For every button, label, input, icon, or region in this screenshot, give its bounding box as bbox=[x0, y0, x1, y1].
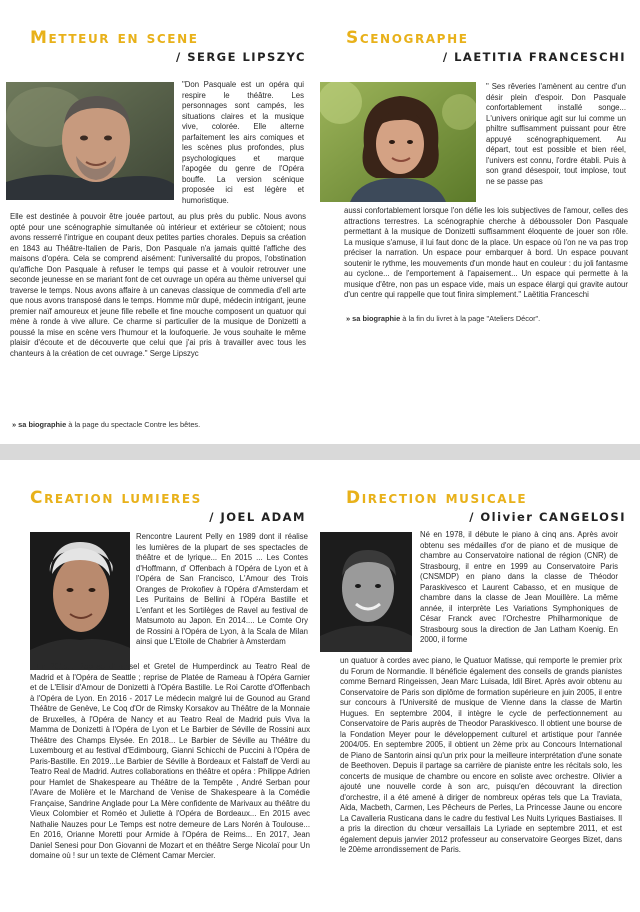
bio-note-text: à la fin du livret à la page "Ateliers Décor". bbox=[400, 314, 541, 323]
scenographe-bio-note: » sa biographie à la fin du livret à la page "Ateliers Décor". bbox=[346, 314, 541, 323]
lumieres-text-body: . En 2015... Reprise d'Hansel et Gretel de Humperdinck au Teatro Real de Madrid et à l'Opéra de Seattle ; reprise de Platée de Rameau à l'Opéra Garnier et de L'Elisir d'Amour de Donizetti à l'Opéra Bastille. Le Roi Carotte d'Offenbach à l'Opéra de Lyon. En 2016 - 2017 Le médecin malgré lui de Gounod au Grand Théâtre de Genève, Le Coq d'Or de Rimsky Korsakov au Théâtre de la Monnaie de Bruxelles, à l'Opéra de Nancy et au Teatro Real de Madrid puis Viva la Mamma de Donizetti à l'Opéra de Lyon et Le Barbier de Séville de Rossini aux Théâtre des Champs Elysée. En 2018... Le Barbier de Séville au Théâtre du Luxembourg et au festival d'Edimbourg, Gianni Schicchi de Puccini à l'Opéra de Paris-Bastille. En 2019...Le Barbier de Séville à Bordeaux et Falstaff de Verdi au Teatro Real de Madrid. Autres collaborations en théâtre et opéra : Philippe Adrien pour Hamlet de Shakespeare au Théâtre de la Tempête , André Serban pour l'Avare de Molière et le Marchand de Venise de Shakespeare à la Comédie Française, Sandrine Anglade pour La Mère confidente de Marivaux au théâtre du Vieux Colombier et Roméo et Juliette à l'Opéra de Bordeaux... En 2015 avec Nathalie Nauzes pour Le Temps est notre demeure de Lars Norén à Toulouse... En 2016, Orianne Moretti pour Armide à l'Opéra de Reims... En 2017, Jean Daniel Senesi pour Don Giovanni de Mozart et en théâtre Serge Nicolaï pour Un domaine où ! sur un texte de Clément Camar Mercier. bbox=[30, 662, 310, 860]
metteur-text-lead: "Don Pasquale est un opéra qui respire le théâtre. Les personnages sont campés, les situations claires et la musique vive, colorée. Elle alterne parfaitement les airs comiques et les scènes plus profondes, plus psychologiques et marque l'apogée du genre de l'Opéra bouffe. La version scénique proposée ici est légère et humoristique. bbox=[182, 80, 304, 205]
bio-note-text: à la page du spectacle Contre les bêtes. bbox=[66, 420, 201, 429]
portrait-photo-olivier-cangelosi bbox=[320, 532, 412, 652]
byline-joel-adam: / JOEL ADAM bbox=[209, 510, 306, 524]
musicale-text-body: un quatuor à cordes avec piano, le Quatuor Matisse, qui remporte le premier prix du Forum de Normandie. Il bénéficie également des conseils de grands pianistes comme Bernard Ringeissen, Jean Marc Luisada, Idil Biret. Après avoir obtenu au Conservatoire de Paris son diplôme de formation supérieure en juin 2005, il entre sur concours à l'Université de musique de Vienne dans la classe de Martin Hugues. En septembre 2004, il intègre le cycle de perfectionnement au Conservatoire de Paris auprès de Theodor Paraskivesco. Il obtient une bourse de la Fondation Meyer pour le développement culturel et artistique pour l'année 2004/05. En septembre 2005, il obtient un 2ème prix au Concours International de Piano de Santorin ainsi qu'un prix pour la meilleure interprétation d'une sonate de Beethoven. Depuis il partage sa carrière de pianiste entre les récitals solo, les concerts de musique de chambre ou encore en soliste avec orchestre. Olivier a ajouté une nouvelle corde à son arc, puisqu'en découvrant la direction d'orchestre, il a été amené à diriger de nombreux opéras tels que La Traviata, Aida, Macbeth, Carmen, Les Pêcheurs de Perles, La Princesse Jaune ou encore La Cavalleria Rusticana dans le cadre du festival Les Nuits Lyriques Bastiaises. Il a pris la direction du chœur versaillais La Lyriade en septembre 2011, et est également depuis janvier 2012 professeur au conservatoire Georges Bizet, dans le 20ème arrondissement de Paris. bbox=[340, 656, 622, 854]
scenographe-text-body: aussi confortablement lorsque l'on défie les lois subjectives de l'amour, celles des attractions terrestres. La scénographie cherche à déboussoler Don Pasquale permettant à la musique de Donizetti suffisamment éloquente de jouer son rôle. La musique s'amuse, il lui faut donc de la place. Un espace où l'on ne va pas trop préciser la narration. Un espace pour embarquer à bord. Un espace pouvant soutenir le rythme, les mouvements d'un monde haut en couleur : du joli fantasme au cyclone... de l'emportement à l'apaisement... Un espace qui permette à la musique d'être, non pas un espace vide, mais un espace élargi qui gravite autour d'un centre qui rappelle que tout finira simplement." Laëtitia Franceschi bbox=[344, 206, 628, 299]
lumieres-text-lead: Rencontre Laurent Pelly en 1989 dont il réalise les lumières de la plupart de ses spectacles de théâtre et de lyrique... En 2015 ... Les Contes d'Hoffmann, d' Offenbach à l'Opéra de Lyon et à l'Opéra de San Francisco, L'Amour des Trois Oranges de Prokofiev à l'Opéra d'Amsterdam et Les Puritains de Bellini à l'Opéra Bastille et L'enfant et les Sortilèges de Ravel au festival de Matsumoto au Japon. En 2014.... Le Comte Ory de Rossini à l'Opéra de Lyon, à la Scala de Milan ainsi que L'Etoile de Chabrier à Amsterdam bbox=[136, 532, 308, 646]
portrait-photo-serge-lipszyc bbox=[6, 82, 174, 200]
metteur-text-body: Elle est destinée à pouvoir être jouée partout, au plus près du public. Nous avons opté pour une scénographie simultanée où intérieur et extérieur se côtoient; nous avons resserré l'intrigue en coupant deux petites parties chorales. Depuis sa création en 1843 au Théâtre-Italien de Paris, Don Pasquale n'a jamais quitté l'affiche des maisons d'opéra. Cela se comprend aisément: l'universalité du propos, l'obstination qu'affiche Don Pasquale à refuser le temps qui passe et à vouloir retrouver une seconde jeunesse en se mariant font de cet ouvrage un opéra au thème universel qui traverse le temps. Nous avons affaire à un canevas classique de commedia d'ell arte que nous avons transposé dans le temps. Homme mûr dupé, médecin intrigant, jeune premier naïf amoureux et jeune fille rebelle et fine mouche composent un quatuor qui mène à ronde à vive allure. Ce charme si particulier de la musique de Donizetti a poussé la mise en scène vers l'humour et la loufoquerie. Je vous souhaite le même plaisir d'écoute et de découverte que celui que j'ai pris à travailler avec tous les chanteurs à la création de cet ouvrage." Serge Lipszyc bbox=[10, 212, 307, 358]
direction-musicale-panel bbox=[320, 460, 640, 912]
bottom-page bbox=[0, 460, 640, 912]
byline-olivier-cangelosi: / Olivier CANGELOSI bbox=[469, 510, 626, 524]
metteur-en-scene-panel bbox=[0, 0, 320, 444]
byline-laetitia-franceschi: / LAETITIA FRANCESCHI bbox=[442, 50, 626, 64]
scenographe-text-lead: " Ses rêveries l'amènent au centre d'un désir plein d'espoir. Don Pasquale confortablement installé songe... L'univers onirique agit sur lui comme un philtre suffisamment puissant pour être appuyé scénographiquement. Au départ, tout est possible et bien réel, l'univers est connu, l'ordre établi. Puis à son grand désespoir, tout implose, tout ne se passe pas bbox=[486, 82, 626, 186]
scenographe-panel bbox=[320, 0, 640, 444]
section-title-lumieres: Creation lumieres bbox=[30, 488, 202, 508]
bio-link-label: sa biographie bbox=[18, 420, 67, 429]
metteur-bio-note: » sa biographie à la page du spectacle Contre les bêtes. bbox=[12, 420, 201, 429]
section-title-metteur: Metteur en scene bbox=[30, 28, 199, 48]
section-title-scenographe: Scenographe bbox=[346, 28, 469, 48]
musicale-text-lead: Né en 1978, il débute le piano à cinq ans. Après avoir obtenu ses médailles d'or de piano et de musique de chambre au Conservatoire national de région (CNR) de Strasbourg, il entre en 1999 au Conservatoire Paris (CNSMDP) en piano dans la classe de Théodor Paraskivesco et Laurent Cabasso, et en musique de chambre dans la classe de Jean Mouillère. La même année, il interprète Les Variations Symphoniques de César Franck avec l'Orchestre Philharmonique de Strasbourg sous la direction de Jan Latham Koenig. En 2000, il forme bbox=[420, 530, 618, 644]
portrait-photo-joel-adam bbox=[30, 532, 130, 670]
creation-lumieres-panel bbox=[0, 460, 320, 912]
portrait-photo-laetitia-franceschi bbox=[320, 82, 476, 202]
top-page bbox=[0, 0, 640, 444]
section-title-musicale: Direction musicale bbox=[346, 488, 528, 508]
byline-serge-lipszyc: / SERGE LIPSZYC bbox=[175, 50, 306, 64]
bio-link-label: sa biographie bbox=[352, 314, 401, 323]
